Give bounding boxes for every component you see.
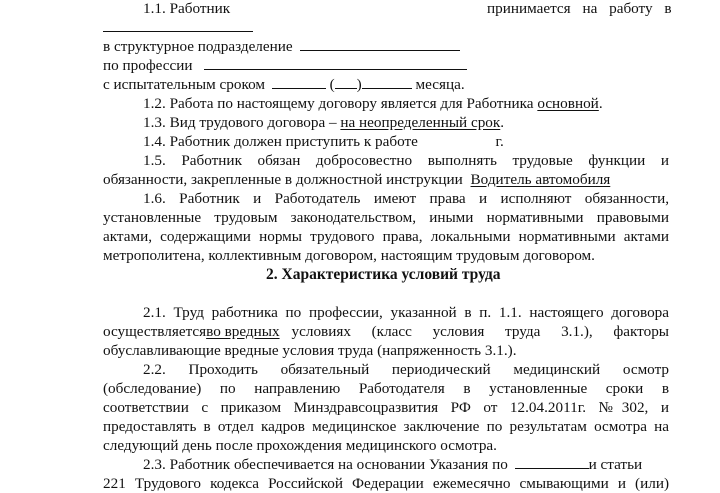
clause-2-2-line3: соответствии с приказом Минздравсоцразвития РФ от 12.04.2011г. №302, и xyxy=(103,399,669,416)
section-2-heading: 2. Характеристика условий труда xyxy=(266,266,501,283)
paren-close: ) xyxy=(356,76,362,93)
clause-1-6-line4: метрополитена, коллективным договором, настоящим трудовым договором. xyxy=(103,247,595,264)
trial-words-field[interactable] xyxy=(272,75,326,89)
trial-extra-field[interactable] xyxy=(362,75,412,89)
clause-2-2-line5: следующий день после прохождения медицинского осмотра. xyxy=(103,437,497,454)
clause-2-3-line2: 221 Трудового кодекса Российской Федерации ежемесячно смывающими и (или) xyxy=(103,475,669,492)
contract-term-value[interactable]: на неопределенный срок xyxy=(340,114,501,131)
department-field[interactable] xyxy=(300,37,460,51)
profession-field[interactable] xyxy=(204,56,467,70)
clause-1-5-line1: 1.5. Работник обязан добросовестно выполнять трудовые функции и xyxy=(143,152,669,169)
clause-2-2-line2: (обследование) по направлению Работодателя в установленные сроки в xyxy=(103,380,669,397)
department-row xyxy=(103,37,460,56)
trial-unit: месяца. xyxy=(415,76,465,93)
clause-1-2: 1.2. Работа по настоящему договору является для Работника основной. xyxy=(143,95,603,112)
clause-2-2-line1: 2.2. Проходить обязательный периодический медицинский осмотр xyxy=(143,361,669,378)
clause-1-3: 1.3. Вид трудового договора – на неопределенный срок. xyxy=(143,114,505,131)
clause-2-1-line1: 2.1. Труд работника по профессии, указанной в п. 1.1. настоящего договора xyxy=(143,304,669,321)
decree-field[interactable] xyxy=(515,455,589,469)
clause-1-6-line2: установленные трудовым законодательством, иными нормативными правовыми xyxy=(103,209,669,226)
clause-1-1-right: принимается на работу в xyxy=(487,0,672,17)
trial-number-field[interactable] xyxy=(335,75,357,89)
clause-2-1-line3: обуславливающие вредные условия труда (напряженность 3.1.). xyxy=(103,342,517,359)
profession-label: по профессии xyxy=(103,57,193,74)
clause-1-6-line1: 1.6. Работник и Работодатель имеют права и исполняют обязанности, xyxy=(143,190,669,207)
clause-1-5-line2: обязанности, закрепленные в должностной инструкции Водитель автомобиля xyxy=(103,171,611,188)
department-label: в структурное подразделение xyxy=(103,38,293,55)
job-description-value[interactable]: Водитель автомобиля xyxy=(470,171,611,188)
paren-open: ( xyxy=(329,76,335,93)
employee-name-field[interactable] xyxy=(103,18,253,37)
trial-label: с испытательным сроком xyxy=(103,76,265,93)
clause-2-1-line2: осуществляется во вредных условиях (класс условия труда 3.1.), факторы xyxy=(103,323,669,340)
clause-1-4: 1.4. Работник должен приступить к работе г. xyxy=(143,133,504,150)
clause-2-2-line4: предоставлять в отдел кадров медицинское заключение по результатам осмотра на xyxy=(103,418,669,435)
work-type-value[interactable]: основной xyxy=(537,95,599,112)
clause-1-6-line3: актами, содержащими нормы трудового права, локальными нормативными актами xyxy=(103,228,669,245)
clause-2-3-line1: 2.3. Работник обеспечивается на основании Указания по и статьи xyxy=(143,456,643,473)
profession-row xyxy=(103,56,467,75)
conditions-value[interactable]: во вредных xyxy=(206,323,280,340)
clause-1-1-label: 1.1. Работник xyxy=(143,0,231,17)
trial-row xyxy=(103,75,465,94)
